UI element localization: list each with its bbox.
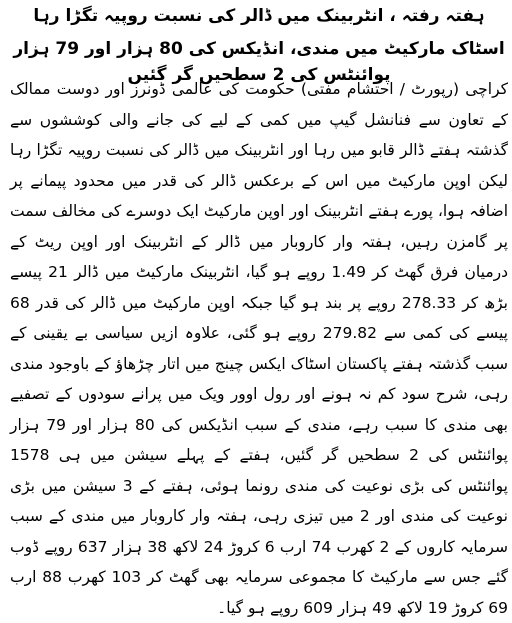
headline: ہفتہ رفتہ ، انٹربینک میں ڈالر کی نسبت روپیہ تگڑا رہا — [33, 6, 485, 26]
article-body: کراچی (رپورٹ / احتشام مفتی) حکومت کی عالمی ڈونرز اور دوست ممالک کے تعاون سے فنانشل گیپ میں کمی کے لیے کی جانے والی کوششوں سے گذشتہ ہفتے ڈالر قابو میں رہا اور انٹربینک میں ڈالر کی نسبت روپیہ تگڑا رہا لیکن اوپن مارکیٹ میں اس کے برعکس ڈالر کی قدر میں محدود پیمانے پر اضافہ ہوا، پورے ہفتے انٹربینک اور اوپن مارکیٹ ایک دوسرے کی مخالف سمت پر گامزن رہیں، ہفتہ وار کاروبار میں ڈالر کے انٹربینک اور اوپن ریٹ کے درمیان فرق گھٹ کر 1.49 روپے ہو گیا، انٹربینک مارکیٹ میں ڈالر 21 پیسے بڑھ کر 278.33 روپے پر بند ہو گیا جبکہ اوپن مارکیٹ میں ڈالر کی قدر 68 پیسے کی کمی سے 279.82 روپے ہو گئی، علاوہ ازیں سیاسی بے یقینی کے سبب گذشتہ ہفتے پاکستان اسٹاک ایکس چینج میں اتار چڑھاؤ کے باوجود مندی رہی، شرح سود کم نہ ہونے اور رول اوور ویک میں پرانے سودوں کے تصفیے بھی مندی کا سبب رہے، مندی کے سبب انڈیکس کی 80 ہزار اور 79 ہزار پوائنٹس کی 2 سطحیں گر گئیں، ہفتے کے پہلے سیشن میں ہی 1578 پوائنٹس کی بڑی نوعیت کی مندی رونما ہوئی، ہفتے کے 3 سیشن میں بڑی نوعیت کی مندی اور 2 میں تیزی رہی، ہفتہ وار کاروبار میں مندی کے سبب سرمایہ کاروں کے 2 کھرب 74 ارب 6 کروڑ 24 لاکھ 38 ہزار 637 روپے ڈوب گئے جس سے مارکیٹ کا مجموعی سرمایہ بھی گھٹ کر 103 کھرب 88 ارب 69 کروڑ 19 لاکھ 49 ہزار 609 روپے ہو گیا۔ — [10, 80, 509, 617]
subheadline: اسٹاک مارکیٹ میں مندی، انڈیکس کی 80 ہزار اور 79 ہزار پوائنٹس کی 2 سطحیں گر گئیں — [13, 39, 505, 85]
